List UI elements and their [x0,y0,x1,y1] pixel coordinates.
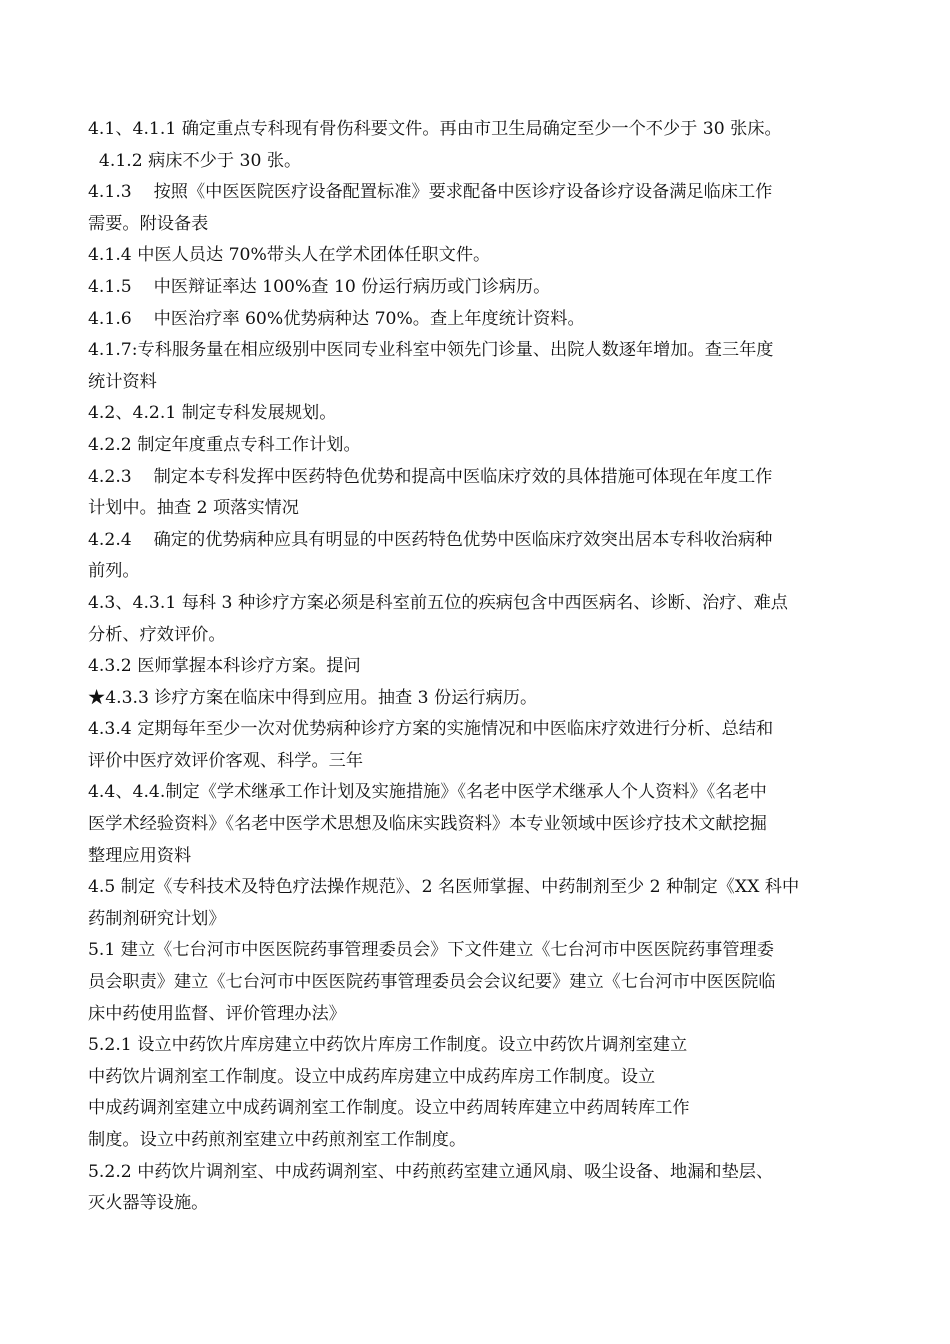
text-line: 4.1、4.1.1 确定重点专科现有骨伤科要文件。再由市卫生局确定至少一个不少于 30 张床。 [88,119,782,139]
text-line: 5.2.2 中药饮片调剂室、中成药调剂室、中药煎药室建立通风扇、吸尘设备、地漏和垫层、 [88,1161,774,1182]
text-line: 4.2.4 确定的优势病种应具有明显的中医药特色优势中医临床疗效突出居本专科收治病种 [88,529,773,550]
text-line: 医学术经验资料》《名老中医学术思想及临床实践资料》本专业领域中医诊疗技术文献挖掘 [88,814,767,835]
text-line: 床中药使用监督、评价管理办法》 [88,1003,346,1024]
text-line: 5.2.1 设立中药饮片库房建立中药饮片库房工作制度。设立中药饮片调剂室建立 [88,1035,688,1056]
text-line: 分析、疗效评价。 [88,624,226,645]
text-line: 4.3.2 医师掌握本科诊疗方案。提问 [88,656,361,677]
text-line: 评价中医疗效评价客观、科学。三年 [88,750,364,771]
text-line: 4.1.6 中医治疗率 60%优势病种达 70%。查上年度统计资料。 [88,308,585,329]
document-body [88,114,868,1220]
text-line: 5.1 建立《七台河市中医医院药事管理委员会》下文件建立《七台河市中医医院药事管理委 [88,940,774,961]
text-line: 中药饮片调剂室工作制度。设立中成药库房建立中成药库房工作制度。设立 [88,1066,656,1087]
text-line: 制度。设立中药煎剂室建立中药煎剂室工作制度。 [88,1130,467,1150]
text-line: 4.5 制定《专科技术及特色疗法操作规范》、2 名医师掌握、中药制剂至少 2 种制定《XX 科中 [88,877,800,898]
text-line: 需要。附设备表 [88,213,209,234]
text-line: 4.3、4.3.1 每科 3 种诊疗方案必须是科室前五位的疾病包含中西医病名、诊断、治疗、难点 [88,592,788,613]
text-line: 整理应用资料 [88,845,192,866]
text-line: 统计资料 [88,371,157,392]
text-line: 4.1.5 中医辩证率达 100%查 10 份运行病历或门诊病历。 [88,276,551,297]
text-line: 药制剂研究计划》 [88,908,226,929]
text-line: 员会职责》建立《七台河市中医医院药事管理委员会会议纪要》建立《七台河市中医医院临 [88,972,776,993]
text-line: 计划中。抽查 2 项落实情况 [88,498,299,519]
text-line: ★4.3.3 诊疗方案在临床中得到应用。抽查 3 份运行病历。 [88,687,538,708]
text-line: 4.3.4 定期每年至少一次对优势病种诊疗方案的实施情况和中医临床疗效进行分析、总结和 [88,719,774,740]
text-line: 灭火器等设施。 [88,1193,209,1214]
text-line: 4.1.4 中医人员达 70%带头人在学术团体任职文件。 [88,245,491,266]
text-line: 4.1.7:专科服务量在相应级别中医同专业科室中领先门诊量、出院人数逐年增加。查三年度 [88,340,774,361]
text-line: 4.2.2 制定年度重点专科工作计划。 [88,434,361,455]
text-line: 4.2.3 制定本专科发挥中医药特色优势和提高中医临床疗效的具体措施可体现在年度工作 [88,466,773,487]
text-line: 4.2、4.2.1 制定专科发展规划。 [88,403,337,424]
text-line: 4.1.2 病床不少于 30 张。 [88,150,302,171]
text-line: 前列。 [88,561,140,582]
text-line: 4.4、4.4.制定《学术继承工作计划及实施措施》《名老中医学术继承人个人资料》《名老中 [88,782,767,803]
text-line: 中成药调剂室建立中成药调剂室工作制度。设立中药周转库建立中药周转库工作 [88,1098,690,1119]
text-line: 4.1.3 按照《中医医院医疗设备配置标准》要求配备中医诊疗设备诊疗设备满足临床工作 [88,182,773,203]
